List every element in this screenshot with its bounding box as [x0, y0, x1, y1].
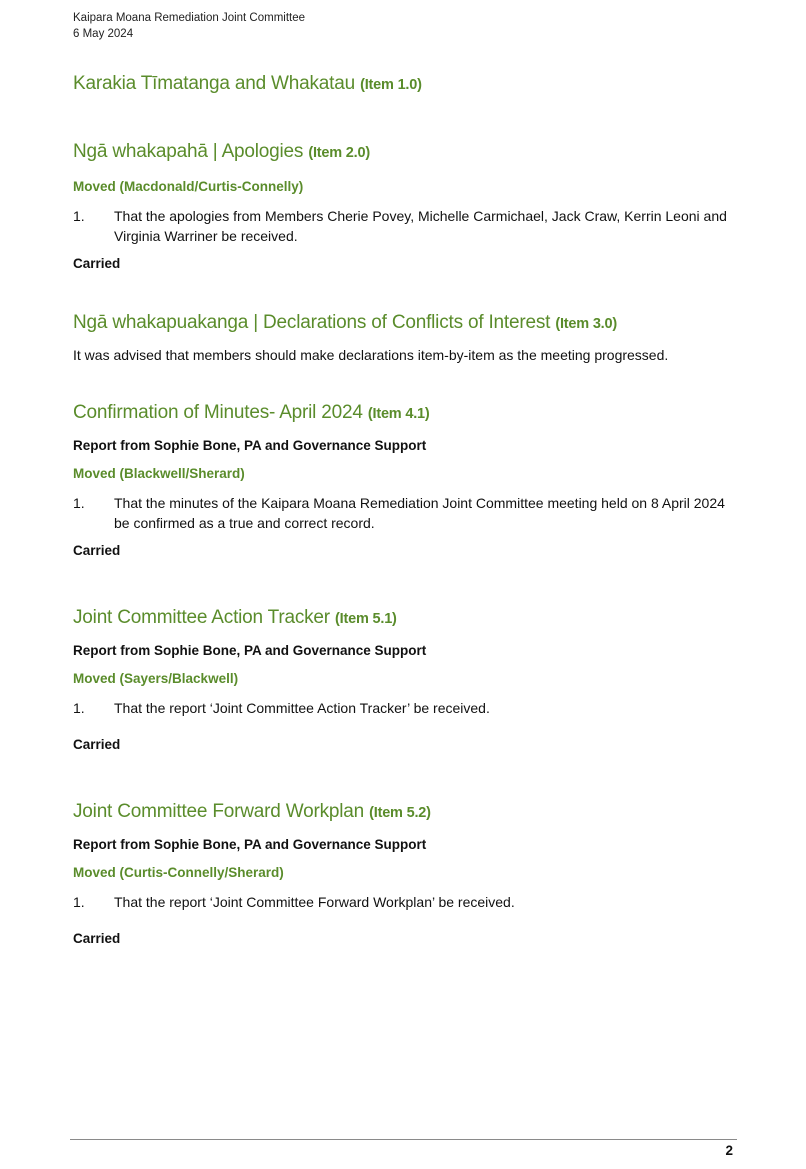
report-author: Report from Sophie Bone, PA and Governance Support [73, 643, 427, 658]
carried-label: Carried [73, 931, 121, 946]
section-title-text: Confirmation of Minutes- April 2024 [73, 402, 363, 423]
section-title-text: Joint Committee Action Tracker [73, 607, 330, 628]
section-title-action-tracker [73, 607, 397, 629]
section-title-minutes [73, 402, 430, 424]
resolution-number: 1. [73, 700, 85, 716]
section-title-forward-workplan [73, 801, 431, 823]
resolution-number: 1. [73, 495, 85, 511]
moved-line: Moved (Curtis-Connelly/Sherard) [73, 865, 284, 880]
item-ref: (Item 3.0) [555, 316, 618, 332]
carried-label: Carried [73, 256, 121, 271]
conflicts-statement: It was advised that members should make declarations item-by-item as the meeting progressed. [73, 347, 669, 363]
moved-line: Moved (Macdonald/Curtis-Connelly) [73, 179, 304, 194]
page-number: 2 [725, 1143, 733, 1158]
resolution-number: 1. [73, 208, 85, 224]
resolution-item [73, 493, 733, 533]
section-title-conflicts [73, 312, 617, 334]
item-ref: (Item 4.1) [367, 406, 430, 422]
item-ref: (Item 5.2) [369, 805, 431, 821]
section-title-text: Ngā whakapuakanga | Declarations of Conflicts of Interest [73, 312, 551, 333]
section-title-text: Ngā whakapahā | Apologies [73, 141, 304, 162]
document-header [73, 10, 305, 42]
moved-line: Moved (Sayers/Blackwell) [73, 671, 239, 686]
resolution-item [73, 892, 733, 912]
section-title-karakia [73, 73, 422, 95]
item-ref: (Item 5.1) [335, 611, 397, 627]
meeting-date: 6 May 2024 [73, 28, 134, 40]
item-ref: (Item 2.0) [308, 145, 370, 161]
resolution-item [73, 206, 733, 246]
resolution-number: 1. [73, 894, 85, 910]
resolution-text: That the minutes of the Kaipara Moana Remediation Joint Committee meeting held on 8 April 2024 be confirmed as a true and correct record. [114, 495, 725, 531]
footer-divider [70, 1139, 737, 1140]
moved-line: Moved (Blackwell/Sherard) [73, 466, 245, 481]
report-author: Report from Sophie Bone, PA and Governance Support [73, 438, 427, 453]
resolution-text: That the apologies from Members Cherie Povey, Michelle Carmichael, Jack Craw, Kerrin Leoni and Virginia Warriner be received. [114, 208, 727, 244]
resolution-text: That the report ‘Joint Committee Action Tracker’ be received. [114, 700, 490, 716]
resolution-item [73, 698, 733, 718]
section-title-text: Karakia Tīmatanga and Whakatau [73, 73, 355, 94]
item-ref: (Item 1.0) [360, 77, 422, 93]
section-title-apologies [73, 141, 370, 163]
carried-label: Carried [73, 543, 121, 558]
section-title-text: Joint Committee Forward Workplan [73, 801, 365, 822]
resolution-text: That the report ‘Joint Committee Forward Workplan’ be received. [114, 894, 515, 910]
committee-name: Kaipara Moana Remediation Joint Committee [73, 12, 306, 24]
report-author: Report from Sophie Bone, PA and Governance Support [73, 837, 427, 852]
carried-label: Carried [73, 737, 121, 752]
